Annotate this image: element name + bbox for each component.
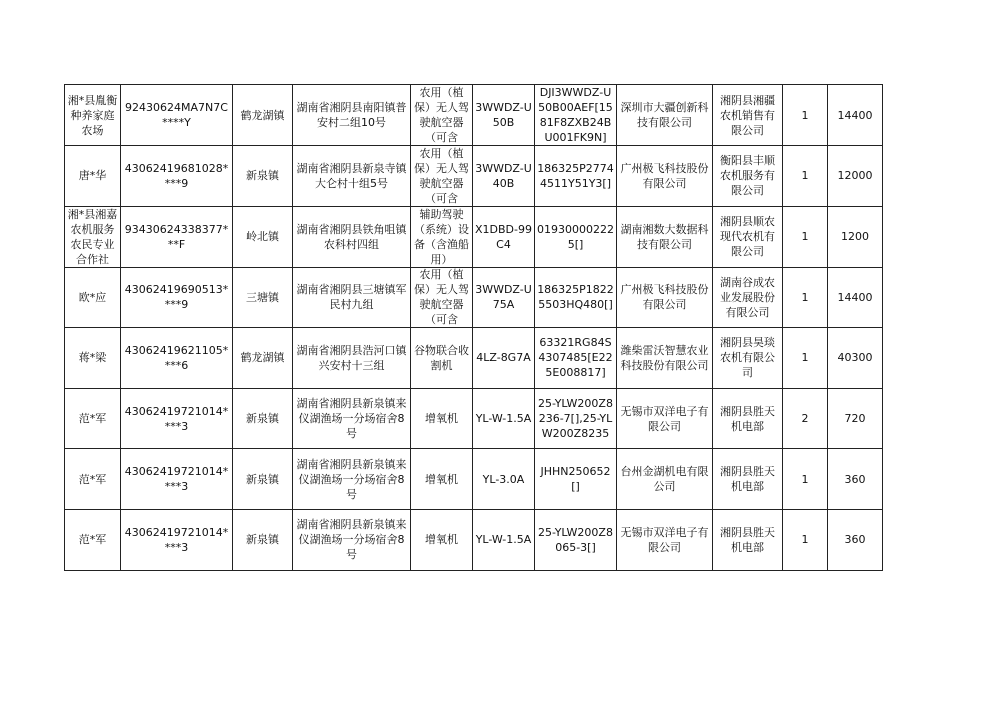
serial-cell: 019300002225[]: [535, 206, 617, 267]
serial-cell: JHHN250652[]: [535, 449, 617, 510]
address-cell: 湖南省湘阴县新泉镇来仪湖渔场一分场宿舍8号: [293, 388, 411, 449]
model-cell: YL-W-1.5A: [473, 509, 535, 570]
dealer-cell: 湘阴县胜天机电部: [713, 509, 783, 570]
manufacturer-cell: 湖南湘数大数据科技有限公司: [617, 206, 713, 267]
address-cell: 湖南省湘阴县南阳镇普安村二组10号: [293, 85, 411, 146]
table-row: [65, 449, 883, 510]
category-cell-text: 谷物联合收割机: [414, 343, 469, 372]
subsidy-amount-cell: 14400: [828, 85, 883, 146]
model-cell: X1DBD-99C4: [473, 206, 535, 267]
town-cell: 新泉镇: [233, 509, 293, 570]
category-cell: [411, 146, 473, 207]
buyer-name-cell: 范*军: [65, 509, 121, 570]
dealer-cell: 湘阴县胜天机电部: [713, 388, 783, 449]
serial-cell: DJI3WWDZ-U50B00AEF[1581F8ZXB24BU001FK9N]: [535, 85, 617, 146]
serial-cell: 25-YLW200Z8236-7[],25-YLW200Z8235: [535, 388, 617, 449]
town-cell: 新泉镇: [233, 449, 293, 510]
buyer-name-cell: 湘*县湘嘉农机服务农民专业合作社: [65, 206, 121, 267]
serial-cell: 186325P27744511Y51Y3[]: [535, 146, 617, 207]
quantity-cell: 1: [783, 206, 828, 267]
table-row: [65, 509, 883, 570]
model-cell: YL-3.0A: [473, 449, 535, 510]
table-row: [65, 146, 883, 207]
dealer-cell: 湘阴县顺农现代农机有限公司: [713, 206, 783, 267]
subsidy-amount-cell: 360: [828, 509, 883, 570]
model-cell: 3WWDZ-U50B: [473, 85, 535, 146]
town-cell: 新泉镇: [233, 146, 293, 207]
manufacturer-cell: 无锡市双洋电子有限公司: [617, 509, 713, 570]
town-cell: 三塘镇: [233, 267, 293, 328]
dealer-cell: 湘阴县昊琰农机有限公司: [713, 328, 783, 389]
category-cell: [411, 85, 473, 146]
table-body: [65, 85, 883, 571]
address-cell: 湖南省湘阴县浩河口镇兴安村十三组: [293, 328, 411, 389]
manufacturer-cell: 广州极飞科技股份有限公司: [617, 267, 713, 328]
quantity-cell: 1: [783, 267, 828, 328]
town-cell: 鹤龙湖镇: [233, 85, 293, 146]
quantity-cell: 1: [783, 146, 828, 207]
buyer-name-cell: 湘*县胤衡种养家庭农场: [65, 85, 121, 146]
town-cell: 鹤龙湖镇: [233, 328, 293, 389]
town-cell: 岭北镇: [233, 206, 293, 267]
category-cell: [411, 328, 473, 389]
manufacturer-cell: 潍柴雷沃智慧农业科技股份有限公司: [617, 328, 713, 389]
id-number-cell: 43062419721014****3: [121, 449, 233, 510]
buyer-name-cell: 唐*华: [65, 146, 121, 207]
model-cell: 3WWDZ-U40B: [473, 146, 535, 207]
category-cell: [411, 267, 473, 328]
id-number-cell: 43062419721014****3: [121, 509, 233, 570]
manufacturer-cell: 无锡市双洋电子有限公司: [617, 388, 713, 449]
buyer-name-cell: 欧*应: [65, 267, 121, 328]
table-row: [65, 267, 883, 328]
category-cell-text: 农用（植保）无人驾驶航空器（可含: [414, 268, 469, 327]
serial-cell: 186325P18225503HQ480[]: [535, 267, 617, 328]
table-row: [65, 85, 883, 146]
quantity-cell: 1: [783, 509, 828, 570]
subsidy-amount-cell: 14400: [828, 267, 883, 328]
category-cell-text: 农用（植保）无人驾驶航空器（可含: [414, 146, 469, 205]
address-cell: 湖南省湘阴县新泉镇来仪湖渔场一分场宿舍8号: [293, 449, 411, 510]
id-number-cell: 43062419621105****6: [121, 328, 233, 389]
buyer-name-cell: 蒋*梁: [65, 328, 121, 389]
id-number-cell: 93430624338377***F: [121, 206, 233, 267]
buyer-name-cell: 范*军: [65, 449, 121, 510]
model-cell: YL-W-1.5A: [473, 388, 535, 449]
subsidy-table: [64, 84, 883, 571]
category-cell: [411, 509, 473, 570]
category-cell-text: 农用（植保）无人驾驶航空器（可含: [414, 86, 469, 144]
dealer-cell: 湘阴县湘疆农机销售有限公司: [713, 85, 783, 146]
subsidy-amount-cell: 12000: [828, 146, 883, 207]
category-cell-text: 增氧机: [425, 472, 458, 486]
manufacturer-cell: 台州金湖机电有限公司: [617, 449, 713, 510]
serial-cell: 25-YLW200Z8065-3[]: [535, 509, 617, 570]
id-number-cell: 43062419690513****9: [121, 267, 233, 328]
address-cell: 湖南省湘阴县铁角咀镇农科村四组: [293, 206, 411, 267]
category-cell-text: 辅助驾驶（系统）设备（含渔船用）: [414, 207, 469, 266]
table-row: [65, 328, 883, 389]
dealer-cell: 湖南谷成农业发展股份有限公司: [713, 267, 783, 328]
town-cell: 新泉镇: [233, 388, 293, 449]
category-cell: [411, 206, 473, 267]
subsidy-amount-cell: 360: [828, 449, 883, 510]
id-number-cell: 92430624MA7N7C****Y: [121, 85, 233, 146]
buyer-name-cell: 范*军: [65, 388, 121, 449]
id-number-cell: 43062419681028****9: [121, 146, 233, 207]
dealer-cell: 衡阳县丰顺农机服务有限公司: [713, 146, 783, 207]
table-row: [65, 388, 883, 449]
model-cell: 4LZ-8G7A: [473, 328, 535, 389]
subsidy-amount-cell: 720: [828, 388, 883, 449]
quantity-cell: 2: [783, 388, 828, 449]
address-cell: 湖南省湘阴县新泉寺镇大仑村十组5号: [293, 146, 411, 207]
table-row: [65, 206, 883, 267]
category-cell-text: 增氧机: [425, 533, 458, 547]
manufacturer-cell: 深圳市大疆创新科技有限公司: [617, 85, 713, 146]
category-cell: [411, 449, 473, 510]
serial-cell: 63321RG84S4307485[E225E008817]: [535, 328, 617, 389]
dealer-cell: 湘阴县胜天机电部: [713, 449, 783, 510]
category-cell: [411, 388, 473, 449]
quantity-cell: 1: [783, 328, 828, 389]
quantity-cell: 1: [783, 449, 828, 510]
id-number-cell: 43062419721014****3: [121, 388, 233, 449]
model-cell: 3WWDZ-U75A: [473, 267, 535, 328]
subsidy-amount-cell: 40300: [828, 328, 883, 389]
manufacturer-cell: 广州极飞科技股份有限公司: [617, 146, 713, 207]
address-cell: 湖南省湘阴县新泉镇来仪湖渔场一分场宿舍8号: [293, 509, 411, 570]
category-cell-text: 增氧机: [425, 412, 458, 426]
quantity-cell: 1: [783, 85, 828, 146]
subsidy-amount-cell: 1200: [828, 206, 883, 267]
address-cell: 湖南省湘阴县三塘镇军民村九组: [293, 267, 411, 328]
